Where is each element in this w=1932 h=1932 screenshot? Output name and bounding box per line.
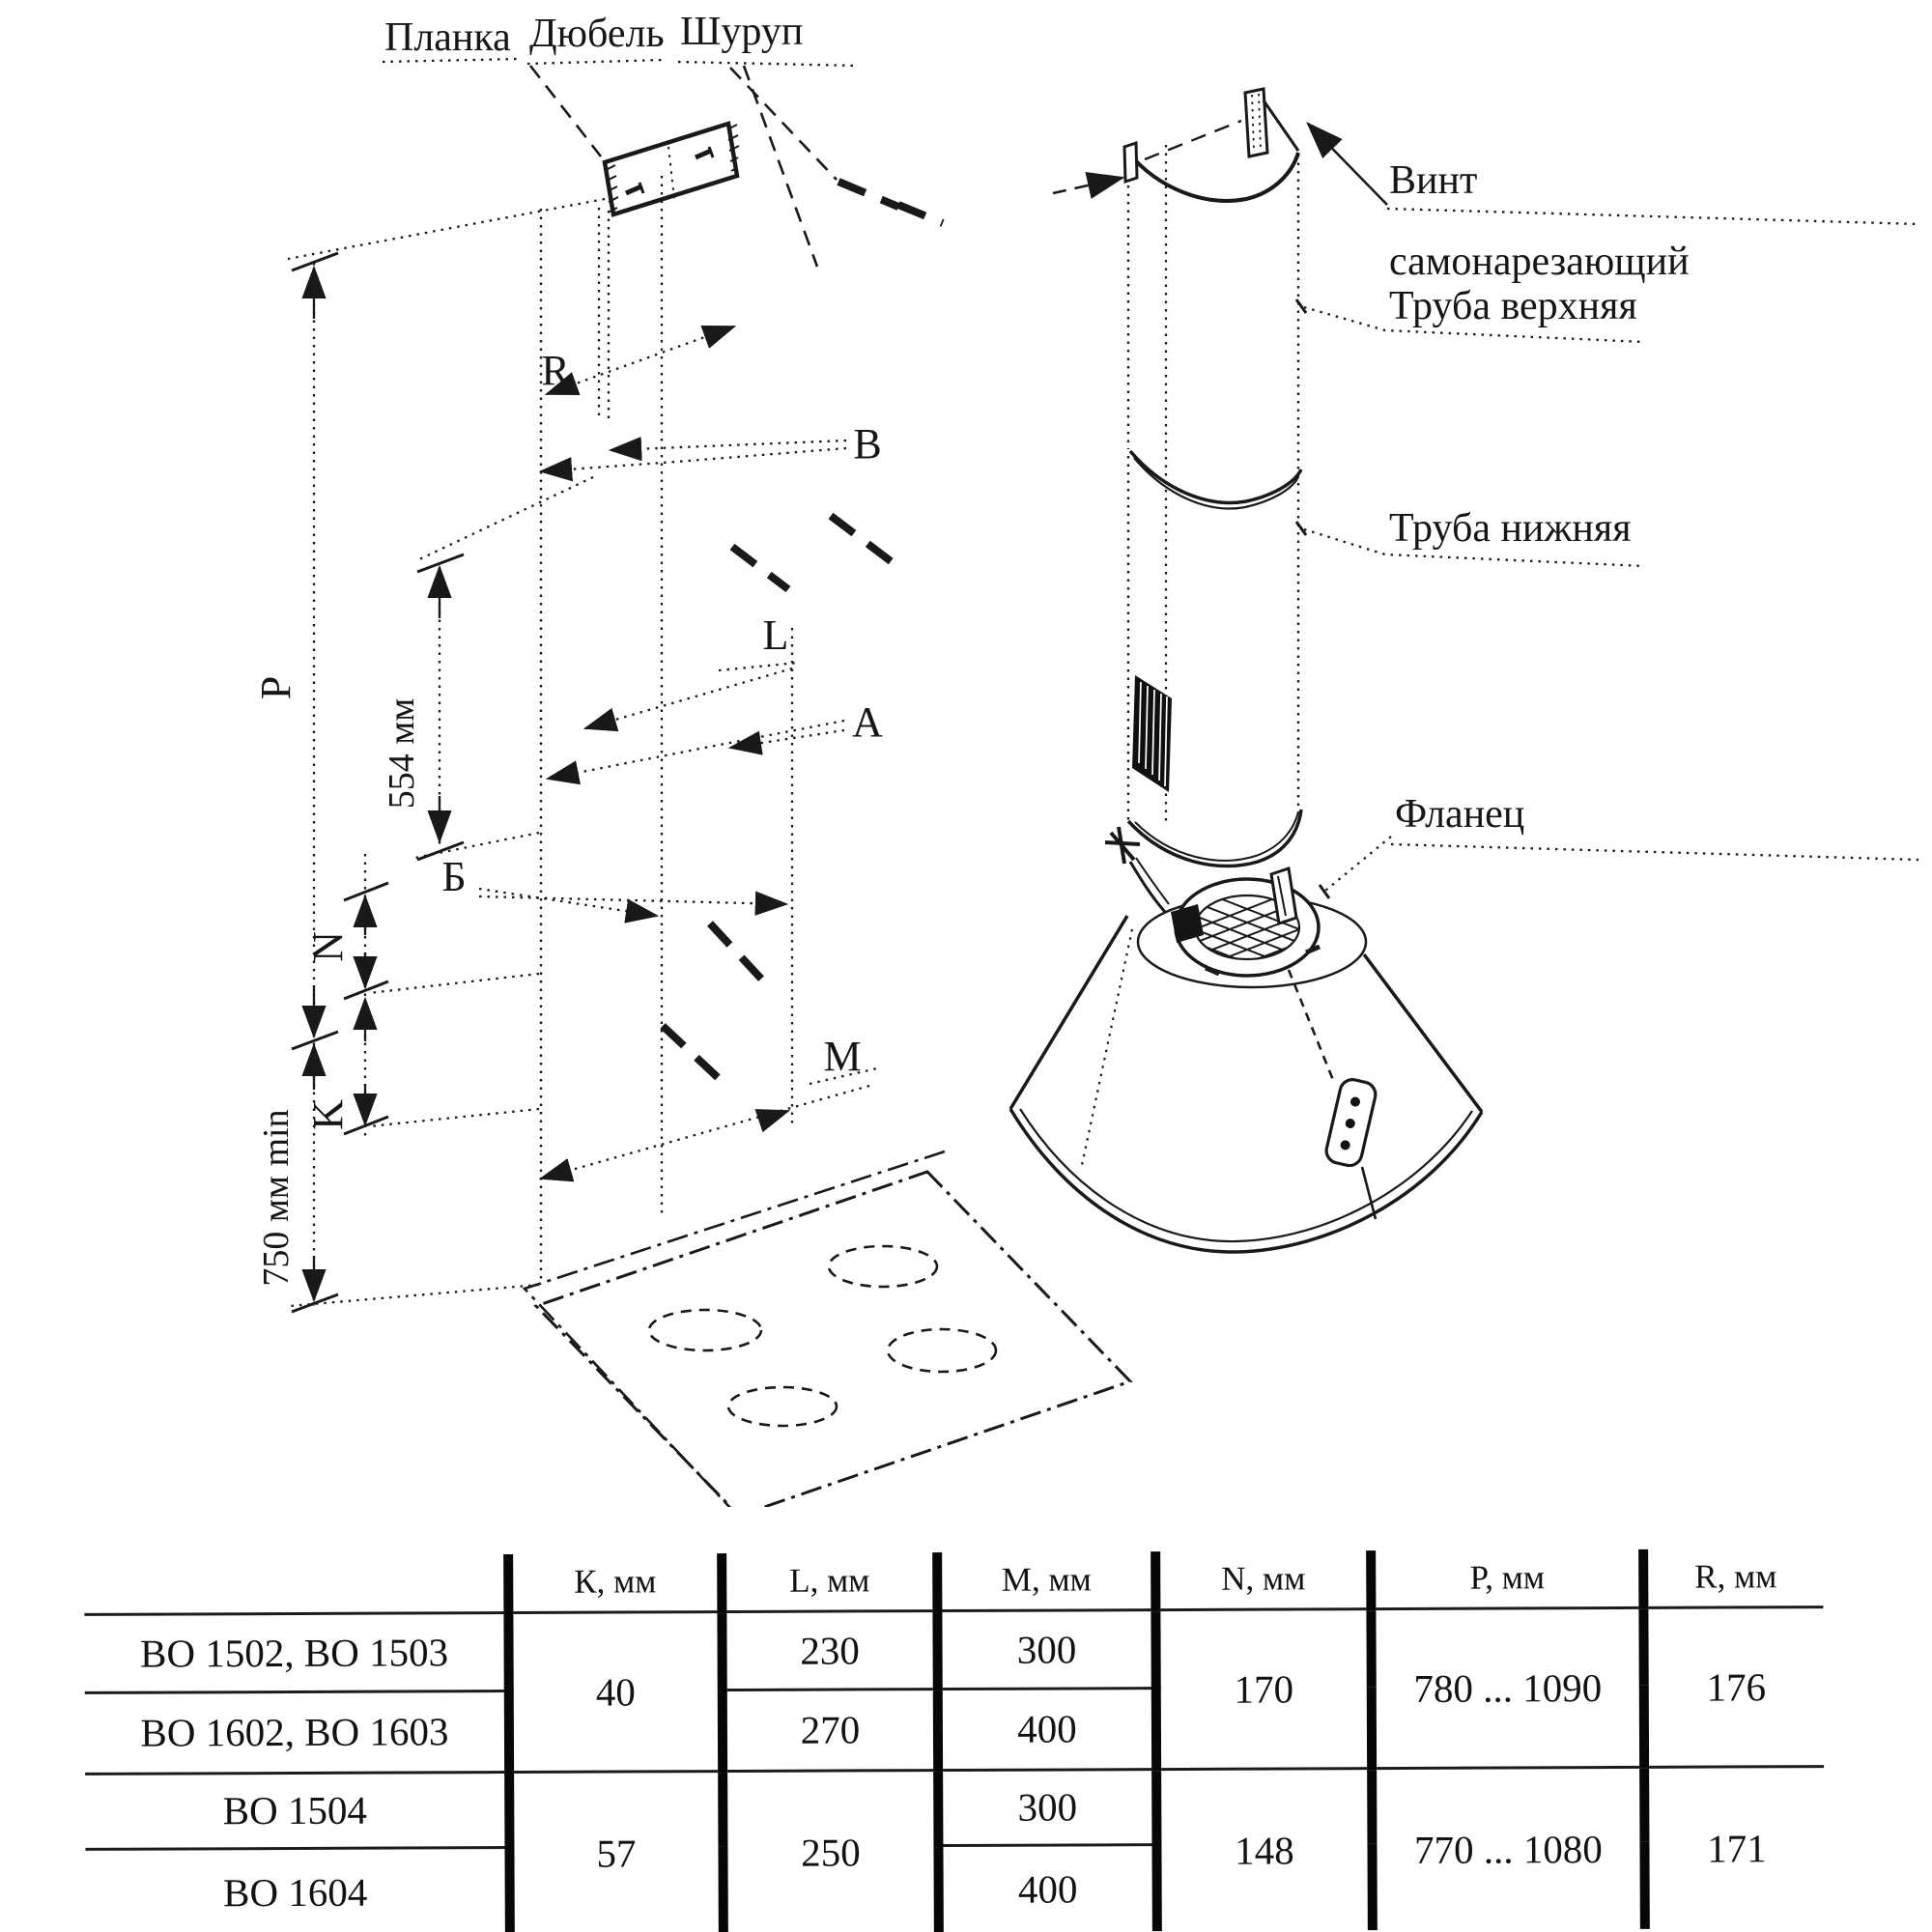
chimney-top xyxy=(1053,89,1298,201)
cell-n-group1: 170 xyxy=(1155,1608,1372,1769)
dim-l-label: L xyxy=(762,611,789,659)
header-r: R, мм xyxy=(1643,1548,1823,1607)
fastener-flight-dashes xyxy=(663,182,943,1084)
dim-r-line xyxy=(547,327,734,394)
dim-m-label: М xyxy=(823,1033,862,1080)
dim-p-label: P xyxy=(252,675,299,700)
flange-label: Фланец xyxy=(1395,792,1525,837)
cell-l-2: 270 xyxy=(723,1689,938,1771)
dowel-label: Дюбель xyxy=(529,12,665,56)
cell-m-3: 300 xyxy=(938,1769,1156,1845)
label-leaders xyxy=(383,59,858,66)
cell-p-group1: 780 ... 1090 xyxy=(1371,1607,1644,1768)
cell-model-1: ВО 1502, ВО 1503 xyxy=(84,1612,508,1692)
self-tapping-screw-label-line2: самонарезающий xyxy=(1389,240,1690,284)
table-row xyxy=(84,1606,1823,1692)
dim-a-leaders xyxy=(548,721,844,779)
screw-label: Шуруп xyxy=(680,10,804,54)
construction-lines xyxy=(288,176,792,1306)
self-tapping-screw-label-line1: Винт xyxy=(1389,158,1478,203)
cell-model-3: ВО 1504 xyxy=(85,1772,509,1849)
dimension-table xyxy=(84,1548,1825,1932)
cell-l-group2: 250 xyxy=(723,1770,939,1932)
cell-m-1: 300 xyxy=(937,1609,1155,1689)
cell-r-group1: 176 xyxy=(1643,1606,1824,1767)
cell-l-1: 230 xyxy=(722,1610,937,1690)
cell-p-group2: 770 ... 1080 xyxy=(1372,1767,1645,1930)
upper-pipe-label: Труба верхняя xyxy=(1389,284,1637,328)
pendant-switch xyxy=(1289,970,1378,1219)
wall-bracket xyxy=(605,124,739,214)
hood-callouts xyxy=(1296,124,1918,898)
cell-k-group1: 40 xyxy=(508,1611,723,1772)
filter-grille xyxy=(1132,675,1172,792)
dim-l-leaders xyxy=(585,663,798,728)
header-l: L, мм xyxy=(722,1552,937,1611)
spec-table xyxy=(84,1548,1825,1932)
dim-k-label: K xyxy=(304,1099,352,1130)
lower-pipe-label: Труба нижняя xyxy=(1389,506,1632,551)
dim-b-label: Б xyxy=(441,853,467,900)
cell-r-group2: 171 xyxy=(1644,1766,1825,1929)
header-p: P, мм xyxy=(1371,1549,1643,1608)
stove-top xyxy=(525,1151,1130,1507)
pipe-junction xyxy=(1130,451,1301,508)
power-plug xyxy=(1105,827,1169,912)
hood-assembly xyxy=(1010,89,1918,1252)
dim-b-leaders xyxy=(479,889,786,916)
cell-m-4: 400 xyxy=(938,1844,1156,1932)
cell-model-4: ВО 1604 xyxy=(222,1869,368,1916)
burners xyxy=(649,1246,996,1426)
table-row xyxy=(85,1766,1824,1849)
flange xyxy=(1171,868,1320,983)
plank-label: Планка xyxy=(384,15,511,60)
dim-554-label: 554 мм xyxy=(382,697,422,810)
mounting-layout xyxy=(252,10,1130,1507)
header-n: N, мм xyxy=(1155,1550,1371,1609)
cell-model-2: ВО 1602, ВО 1603 xyxy=(85,1690,509,1774)
dim-750-label: 750 мм min xyxy=(256,1109,297,1287)
header-model xyxy=(84,1554,508,1614)
header-k: К, мм xyxy=(508,1553,722,1612)
dim-n-label: N xyxy=(304,931,352,962)
dim-m-leaders xyxy=(541,1068,877,1179)
dimension-ticks xyxy=(292,253,467,1312)
dim-a-label: А xyxy=(852,698,883,746)
pipe-bottom xyxy=(1128,810,1301,867)
table-header-row xyxy=(84,1548,1823,1614)
dim-r-label: R xyxy=(541,347,570,394)
cell-m-2: 400 xyxy=(938,1688,1156,1770)
dim-v-label: В xyxy=(853,420,882,468)
dim-v-leaders xyxy=(541,440,846,471)
cell-n-group2: 148 xyxy=(1156,1768,1373,1931)
cell-k-group2: 57 xyxy=(509,1771,724,1932)
header-m: М, мм xyxy=(937,1551,1155,1610)
